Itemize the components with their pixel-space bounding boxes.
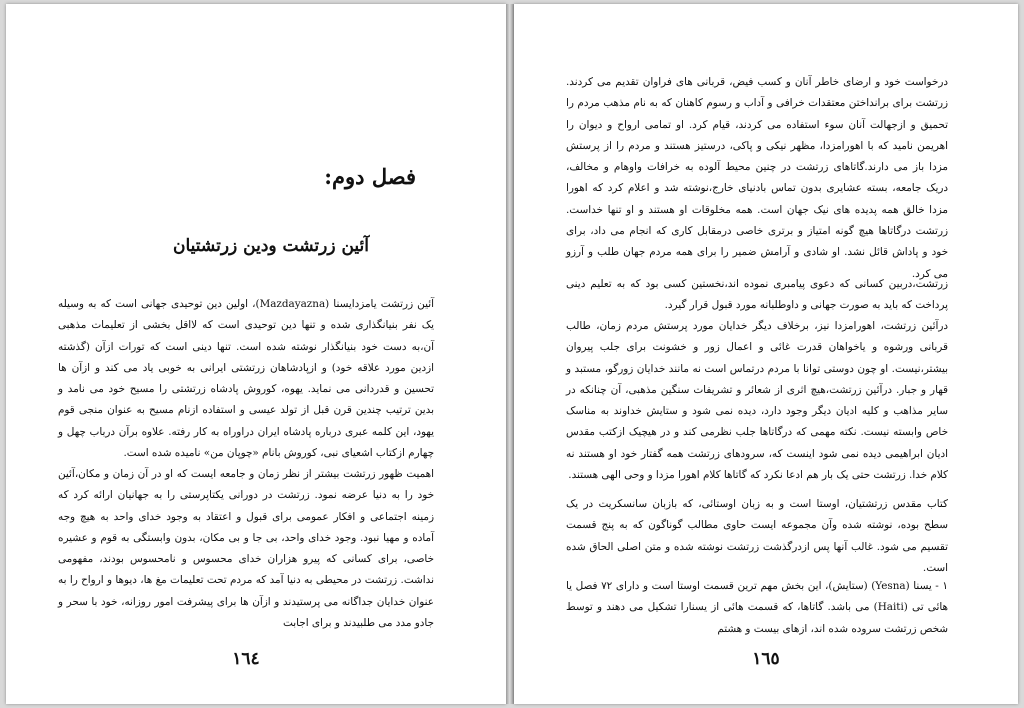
left-paragraph-2: اهمیت ظهور زرتشت بیشتر از نظر زمان و جامعه ایست که او در آن زمان و مکان،آئین خود را به دنیا عرضه نمود. زرتشت در دورانی یکتاپرستی را به جهانیان ارائه کرد که زمینه اجتماعی و افکار عمومی برای قبول و اعتقاد به وجود خدای واحد به هیچ وجه آماده و مهیا نبود. وجود خدای واحد، بی جا و بی مکان، بدون وابستگی به قوم و عشیره خاصی، برای کسانی که پیرو هزاران خدای محسوس و نامحسوس بودند، مفهومی نداشت. زرتشت در محیطی به دنیا آمد که مردم تحت تعلیمات مغ ها، دیوها و ارواح را به عنوان خدایان جداگانه می پرستیدند و ازآن ها برای پیشرفت امور روزانه، خود با سحر و جادو مدد می طلبیدند و برای اجابت bbox=[58, 468, 434, 630]
right-page-number: ١٦٥ bbox=[752, 649, 780, 669]
right-paragraph-4: کتاب مقدس زرتشتیان، اوستا است و به زبان اوستائی، که بازبان سانسکریت در یک سطح بوده، نوشته شده وآن مجموعه ایست حاوی مطالب گوناگون که به پنج قسمت تقسیم می شود. غالب آنها پس ازدرگذشت زرتشت نوشته شده و متن اصلی الحاق شده است. bbox=[566, 498, 948, 574]
left-page bbox=[6, 4, 506, 704]
right-paragraph-3: درآئین زرتشت، اهورامزدا نیز، برخلاف دیگر خدایان مورد پرستش مردم زمان، طالب قربانی ورشوه و یاخواهان قدرت غائی و اعمال زور و خشونت برای جلب پیروان بیشتر،نیست. او چون دوستی توانا با مردم درتماس است نه مانند خدایان زورگو، مستبد و قهار و جبار. درآئین زرتشت،هیچ اثری از شعائر و تشریفات سنگین مذهبی، آن چنانکه در سایر مذاهب و کلیه ادیان دیگر وجود دارد، دیده نمی شود و ستایش خداوند به مناسک خاص وابسته نیست. نکته مهمی که درگاتاها جلب نظرمی کند و در هیچیک ازکتب مقدس ادیان ابراهیمی دیده نمی شود اینست که، سرودهای زرتشت همه گفتار خود او هستند نه کلام خدا. زرتشت حتی یک بار هم ادعا نکرد که گاتاها کلام اهورا مزدا و وحی الهی هستند. bbox=[566, 320, 948, 482]
right-paragraph-2: زرتشت،دربین کسانی که دعوی پیامبری نموده اند،نخستین کسی بود که به تعلیم دینی پرداخت که باید به صورت جهانی و داوطلبانه مورد قبول قرار گیرد. bbox=[566, 278, 948, 312]
chapter-subtitle: آئین زرتشت ودین زرتشتیان bbox=[173, 236, 369, 256]
right-paragraph-1: درخواست خود و ارضای خاطر آنان و کسب فیض، قربانی های فراوان تقدیم می کردند. زرتشت برای برانداختن معتقدات خرافی و آداب و رسوم کاهنان که به نام مذهب مردم را تحمیق و ازجهالت آنان سوء استفاده می کردند، قیام کرد. او تمامی ارواح و دیوان را اهریمن نامید که با اهورامزدا، مظهر نیکی و پاکی، درستیز هستند و مردم را از پرستش مزدا باز می دارند.گاتاهای زرتشت در چنین محیط آلوده به خرافات واوهام و مخالف، دریک جامعه، بسته عشایری بدون تماس بادنیای خارج،نوشته شد و اعلام کرد که اهورا مزدا خالق همه پدیده های نیک جهان است. همه مخلوقات او هستند و او تنها خداست. زرتشت درگاتاها هیچ گونه امتیاز و برتری خاصی درمقابل کاری که انجام می داد، برای خود و پاداش قائل نشد. او شادی و آرامش ضمیر را برای همه مردم جهان طلب و آرزو می کرد. bbox=[566, 76, 948, 280]
chapter-title: فصل دوم: bbox=[324, 164, 416, 189]
right-page bbox=[514, 4, 1018, 704]
left-page-number: ١٦٤ bbox=[232, 649, 260, 669]
left-paragraph-1: آئین زرتشت یامزدایسنا (Mazdayazna)، اولین دین توحیدی جهانی است که به وسیله یک نفر بنیانگذاری شده و تنها دین توحیدی است که لااقل بخشی از تعلیمات مذهبی آن،به دست خود بنیانگذار نوشته شده است. تنها دینی است که تورات ازآن (گذشته ازدین مورد علاقه خود) و ازپادشاهان زرتشتی ایرانی به خوبی یاد می کند و ازآن ها تحسین و قدردانی می نماید. یهوه، کوروش پادشاه زرتشتی را مسیح خود می نامد و بدین ترتیب چندین قرن قبل از تولد عیسی و استفاده ازنام مسیح به عنوان منجی قوم یهود، این کلمه عبری درباره پادشاه ایران دراوراه به کار رفته. علاوه برآن درباب چهل و چهارم ازکتاب اشعیای نبی، کوروش بانام «چوپان من» نامیده شده است. bbox=[58, 298, 434, 460]
right-paragraph-5: ١ - یسنا (Yesna) (ستایش)، این بخش مهم ترین قسمت اوستا است و دارای ٧٢ فصل یا هائی تی (Haiti) می باشد. گاتاها، که قسمت هائی از یسنارا تشکیل می دهند و توسط شخص زرتشت سروده شده اند، ازهای بیست و هشتم bbox=[566, 580, 948, 635]
book-spine bbox=[506, 4, 514, 704]
